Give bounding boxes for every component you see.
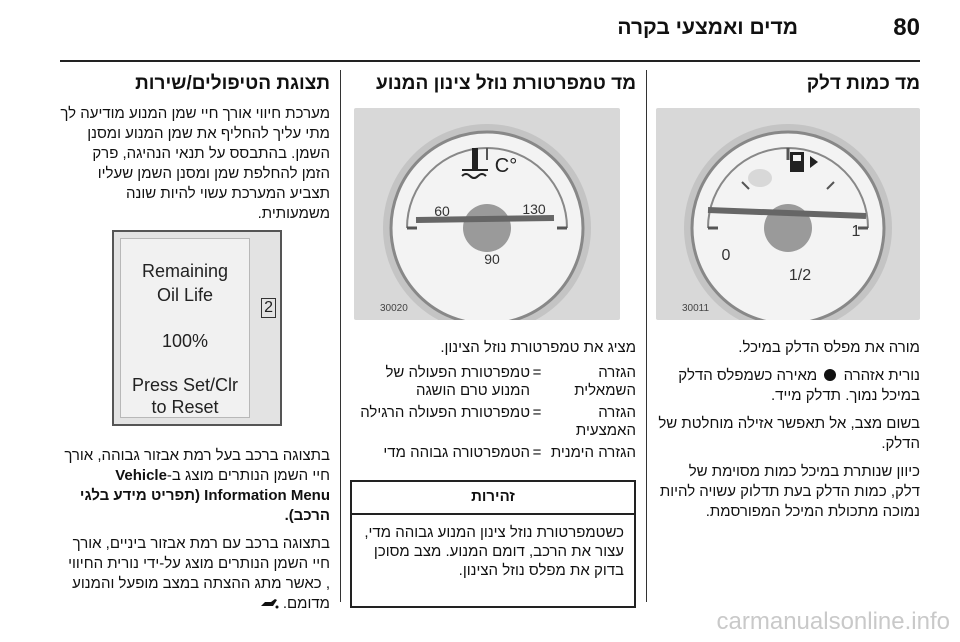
coolant-gauge-image (354, 108, 620, 320)
service-display-section (60, 70, 330, 612)
oil-screen-line-1: Remaining (141, 261, 229, 281)
legend-row: הגזרה האמצעית = טמפרטורת הפעולה הרגילה (360, 404, 636, 439)
oil-screen-line-2: Oil Life (156, 285, 214, 305)
caution-text: כשטמפרטורת נוזל צינון המנוע גבוהה מדי, עצור את הרכב, דומם המנוע. מצב מסוכן בדוק את מפלס נוזל הצינון. (364, 524, 624, 579)
header-rule (60, 60, 920, 62)
oil-life-screen (112, 230, 282, 426)
legend-row: הגזרה השמאלית = טמפרטורת הפעולה של המנוע טרם הושגה (385, 364, 636, 399)
page-number: 80 (893, 14, 920, 41)
coolant-label-90: 90 (484, 251, 500, 267)
oil-screen-page-indicator: 2 (261, 298, 276, 318)
coolant-label-60: 60 (434, 203, 450, 219)
service-display-heading: תצוגת הטיפולים/שירות (135, 73, 330, 94)
fuel-gauge-code: 30011 (682, 303, 710, 314)
page-header (60, 14, 920, 54)
warning-light-icon (824, 369, 836, 381)
coolant-intro: מציג את טמפרטורת נוזל הצינון. (440, 339, 636, 356)
fuel-label-full: 1 (851, 223, 861, 240)
service-text-1: מערכת חיווי אורך חיי שמן המנוע מודיעה לך מתי עליך להחליף את שמן המנוע ומסנן השמן. בהתבסס על תנאי הנהיגה, פרק הזמן להחלפת שמן ומסנן השמן שעליו תצביע המערכת עשוי להיות שונה משמעותית. (60, 105, 330, 222)
coolant-gauge-code: 30020 (380, 303, 408, 314)
coolant-gauge-section (350, 70, 636, 602)
fuel-label-half: 1/2 (788, 267, 812, 284)
fuel-text-2: נורית אזהרה מאירה כשמפלס הדלק במיכל נמוך. תדלק מייד. (678, 367, 920, 404)
fuel-text-4: כיוון שנותרת במיכל כמות מסוימת של דלק, כמות הדלק בעת תדלוק עשויה להיות נמוכה מתכולת המיכל המפורסמת. (659, 463, 920, 520)
service-text-3: בתצוגה ברכב עם רמת אבזור ביניים, אורך חיי השמן הנותרים מוצג על-ידי נורית החיווי , כאשר מתג ההצתה במצב מופעל והמנוע מדומם. (60, 534, 330, 616)
fuel-text-1: מורה את מפלס הדלק במיכל. (738, 339, 920, 356)
fuel-label-empty: 0 (721, 247, 731, 264)
column-divider-left (340, 70, 341, 602)
page-title: מדים ואמצעי בקרה (617, 16, 798, 39)
watermark: carmanualsonline.info (716, 608, 950, 635)
caution-box (350, 480, 636, 608)
oil-screen-line-4: Press Set/Clr (131, 375, 239, 395)
column-divider-right (646, 70, 647, 602)
fuel-gauge-heading: מד כמות דלק (806, 73, 920, 94)
caution-title: זהירות (352, 482, 634, 515)
oil-can-icon (259, 596, 279, 616)
coolant-legend (350, 364, 636, 466)
coolant-unit-label: °C (494, 155, 518, 177)
oil-screen-line-3: 100% (161, 331, 209, 351)
fuel-gauge-section (656, 70, 920, 602)
service-text-2: בתצוגה ברכב בעל רמת אבזור גבוהה, אורך חיי השמן הנותרים מוצג ב-Vehicle Information Menu (תפריט מידע בלגי הרכב). (64, 447, 330, 524)
legend-row: הגזרה הימנית = הטמפרטורה גבוהה מדי (383, 444, 636, 461)
coolant-label-130: 130 (522, 201, 546, 217)
fuel-gauge-image (656, 108, 920, 320)
coolant-gauge-heading: מד טמפרטורת נוזל צינון המנוע (376, 73, 636, 94)
oil-screen-line-5: to Reset (151, 397, 219, 417)
fuel-text-3: בשום מצב, אל תאפשר אזילה מוחלטת של הדלק. (658, 415, 920, 452)
